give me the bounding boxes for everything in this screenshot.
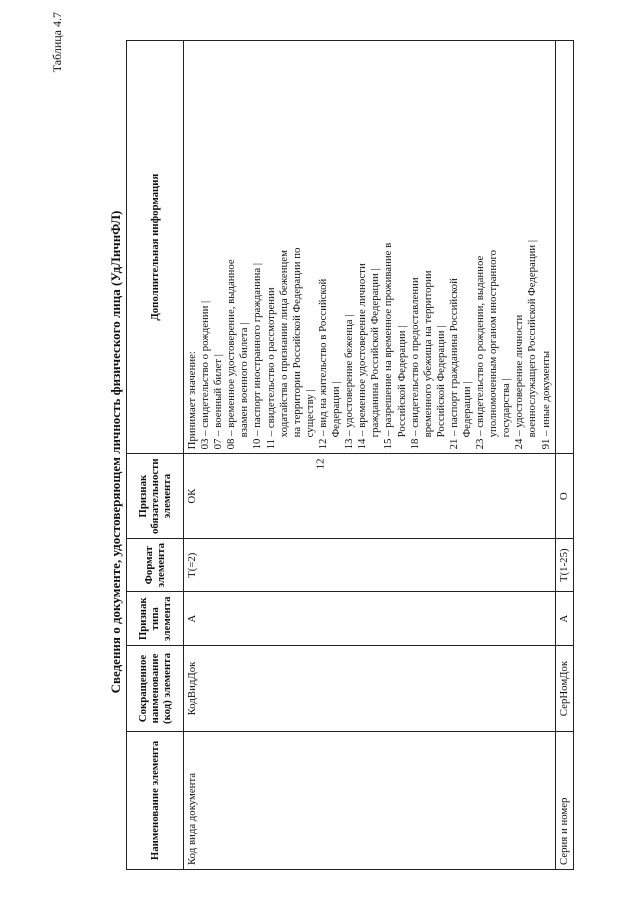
info-line: уполномоченным органом иностранного <box>487 249 500 438</box>
info-line: ходатайства о признании лица беженцем <box>277 250 290 438</box>
table-title: Сведения о документе, удостоверяющем личность физического лица (УдЛичнФЛ) <box>108 210 123 694</box>
cell-element-code: СерНомДок <box>555 646 573 732</box>
cell-additional-info <box>184 41 556 454</box>
header-element-format: Формат элемента <box>127 538 184 592</box>
info-line: временного убежища на территории <box>421 270 434 438</box>
info-line: 24 – удостоверение личности <box>513 314 526 450</box>
info-line: 08 – временное удостоверение, выданное <box>225 259 238 450</box>
cell-element-name: Серия и номер <box>555 732 573 870</box>
rotated-table-page <box>50 12 590 892</box>
info-line: Российской Федерации | <box>395 325 408 438</box>
info-line: гражданина Российской Федерации | <box>369 268 382 438</box>
info-line: 11 – свидетельство о рассмотрении <box>264 287 277 450</box>
info-line: Федерации | <box>330 381 343 438</box>
info-line: на территории Российской Федерации по <box>290 247 303 438</box>
info-line: Принимает значение: <box>186 351 198 450</box>
cell-element-required: ОК <box>184 454 556 539</box>
header-element-required: Признак обязательности элемента <box>127 454 184 539</box>
info-line: 14 – временное удостоверение личности <box>356 263 369 450</box>
cell-element-type: А <box>184 592 556 646</box>
info-line: 15 – разрешение на временное проживание в <box>382 242 395 450</box>
header-element-type: Признак типа элемента <box>127 592 184 646</box>
info-line: 91 – иные документы <box>539 350 552 450</box>
info-line: существу | <box>303 389 316 438</box>
header-additional-info: Дополнительная информация <box>127 41 184 454</box>
info-line: 10 – паспорт иностранного гражданина | <box>251 262 264 450</box>
document-info-table <box>126 40 574 870</box>
cell-element-name: Код вида документа <box>184 732 556 870</box>
cell-element-format: T(=2) <box>184 538 556 592</box>
info-line: 13 – удостоверение беженца | <box>343 314 356 450</box>
page-number: 12 <box>314 458 326 470</box>
cell-element-format: T(1-25) <box>555 538 573 592</box>
info-line: 07 – военный билет | <box>212 354 225 450</box>
cell-element-required: О <box>555 454 573 539</box>
cell-element-code: КодВидДок <box>184 646 556 732</box>
info-line: 21 – паспорт гражданина Российской <box>447 278 460 450</box>
table-label: Таблица 4.7 <box>50 12 64 73</box>
info-line: Федерации | <box>460 381 473 438</box>
table-row <box>184 41 556 870</box>
info-line: Российской Федерации | <box>434 325 447 438</box>
info-line: 03 – свидетельство о рождении | <box>199 300 212 450</box>
info-line: взамен военного билета | <box>238 322 251 438</box>
table-row <box>555 41 573 870</box>
info-line: 12 – вид на жительство в Российской <box>316 278 329 450</box>
info-line: 23 – свидетельство о рождении, выданное <box>474 255 487 450</box>
info-line: военнослужащего Российской Федерации | <box>526 239 539 438</box>
cell-additional-info <box>555 41 573 454</box>
header-element-code: Сокращенное наименование (код) элемента <box>127 646 184 732</box>
info-line: 18 – свидетельство о предоставлении <box>408 277 421 450</box>
header-element-name: Наименование элемента <box>127 732 184 870</box>
cell-element-type: А <box>555 592 573 646</box>
info-line: государства | <box>500 378 513 438</box>
table-header-row <box>127 41 184 870</box>
